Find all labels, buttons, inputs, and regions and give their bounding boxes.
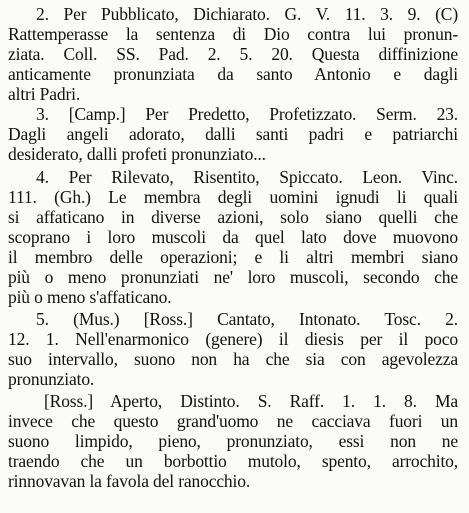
entry-4-line-2: 111. (Gh.) Le membra degli uomini ignudi li quali [8, 187, 458, 207]
entry-4-line-4: scoprano i loro muscoli da quel lato dove muovono [8, 227, 458, 247]
entry-2-line-4: anticamente pronunziata da santo Antonio e dagli [8, 64, 458, 84]
entry-5-line-1: 5. (Mus.) [Ross.] Cantato, Intonato. Tosc. 2. [36, 309, 458, 329]
entry-6-line-4: traendo che un borbottio mutolo, spento, arrochito, [8, 451, 458, 471]
entry-3-line-3: desiderato, dalli profeti pronunziato... [8, 144, 266, 164]
entry-2-line-2: Rattemperasse la sentenza di Dio contra lui pronun- [8, 24, 458, 44]
entry-2-line-1: 2. Per Pubblicato, Dichiarato. G. V. 11. 3. 9. (C) [36, 4, 458, 24]
entry-6-line-1: [Ross.] Aperto, Distinto. S. Raff. 1. 1. 8. Ma [44, 391, 458, 411]
entry-5-line-2: 12. 1. Nell'enarmonico (genere) il diesis per il poco [8, 329, 458, 349]
entry-6-line-5: rinnovavan la favola del ranocchio. [8, 471, 251, 491]
entry-4-line-6: più o meno pronunziati ne' loro muscoli, secondo che [8, 267, 458, 287]
entry-3-line-1: 3. [Camp.] Per Predetto, Profetizzato. Serm. 23. [36, 104, 458, 124]
entry-4-line-1: 4. Per Rilevato, Risentito, Spiccato. Leon. Vinc. [36, 167, 458, 187]
entry-5-line-3: suo intervallo, suono non ha che sia con agevolezza [8, 349, 458, 369]
entry-4-line-7: più o meno s'affaticano. [8, 287, 172, 307]
entry-2-line-3: ziata. Coll. SS. Pad. 2. 5. 20. Questa diffinizione [8, 44, 458, 64]
entry-3-line-2: Dagli angeli adorato, dalli santi padri e patriarchi [8, 124, 458, 144]
entry-4-line-5: il membro delle operazioni; e li altri membri siano [8, 247, 458, 267]
entry-5-line-4: pronunziato. [8, 369, 95, 389]
entry-6-line-3: suono limpido, pieno, pronunziato, essi non ne [8, 431, 458, 451]
entry-4-line-3: si affaticano in diverse azioni, solo siano quelli che [8, 207, 458, 227]
entry-6-line-2: invece che questo grand'uomo ne cacciava fuori un [8, 411, 458, 431]
entry-2-line-5: altri Padri. [8, 84, 81, 104]
